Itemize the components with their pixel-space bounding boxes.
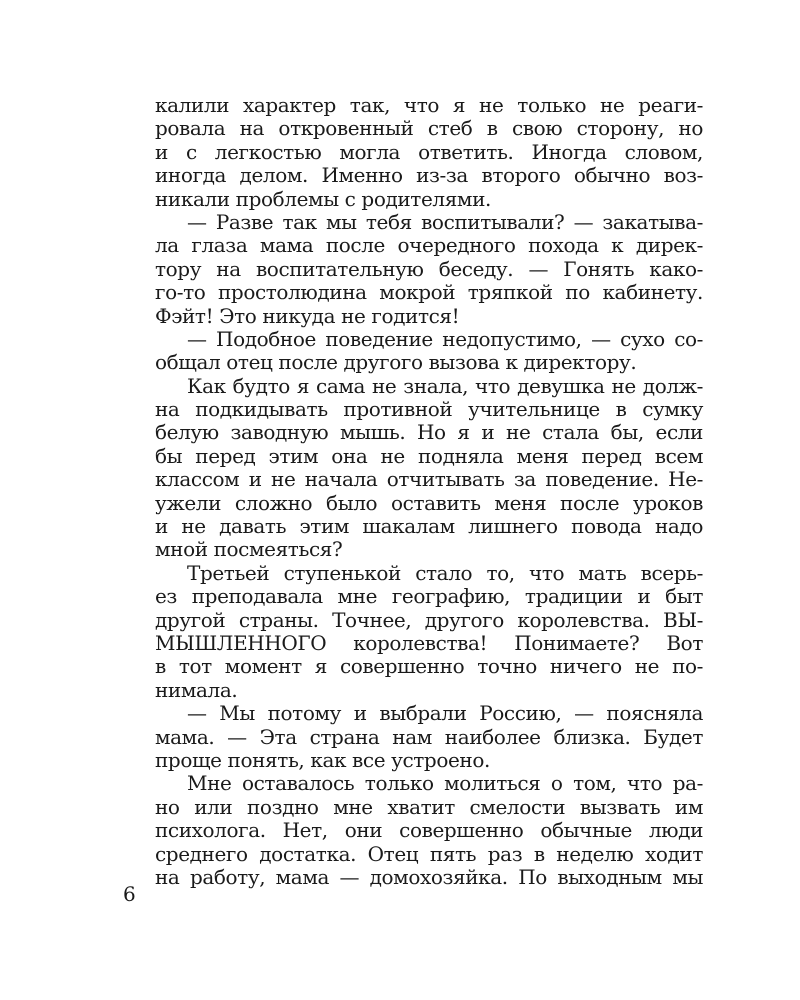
- text-line: общал отец после другого вызова к директору.: [155, 350, 637, 375]
- text-line: нимала.: [155, 677, 238, 702]
- text-line: среднего достатка. Отец пять раз в неделю ходит: [155, 841, 703, 866]
- text-line: ровала на откровенный стеб в свою сторону, но: [155, 116, 703, 141]
- text-line: Как будто я сама не знала, что девушка не долж-: [187, 373, 703, 398]
- text-line: на подкидывать противной учительнице в сумку: [155, 397, 703, 422]
- text-line: бы перед этим она не подняла меня перед всем: [155, 443, 703, 468]
- text-line: Фэйт! Это никуда не годится!: [155, 303, 460, 328]
- text-line: ез преподавала мне географию, традиции и быт: [155, 584, 703, 609]
- text-line: ужели сложно было оставить меня после уроков: [155, 490, 703, 515]
- text-line: — Мы потому и выбрали Россию, — поясняла: [187, 701, 703, 726]
- text-line: Третьей ступенькой стало то, что мать всерь-: [187, 560, 703, 585]
- text-line: калили характер так, что я не только не реаги-: [155, 93, 703, 117]
- text-line: — Подобное поведение недопустимо, — сухо со-: [187, 326, 703, 351]
- text-line: МЫШЛЕННОГО королевства! Понимаете? Вот: [155, 630, 703, 655]
- text-line: психолога. Нет, они совершенно обычные люди: [155, 818, 703, 843]
- text-line: иногда делом. Именно из-за второго обычно воз-: [155, 163, 703, 188]
- text-line: мама. — Эта страна нам наиболее близка. Будет: [155, 724, 703, 749]
- text-line: в тот момент я совершенно точно ничего не по-: [155, 654, 703, 679]
- text-line: проще понять, как все устроено.: [155, 747, 490, 772]
- text-line: — Разве так мы тебя воспитывали? — закатыва-: [187, 209, 703, 234]
- text-line: Мне оставалось только молиться о том, что ра-: [187, 771, 703, 796]
- text-line: и не давать этим шакалам лишнего повода надо: [155, 514, 703, 539]
- text-line: никали проблемы с родителями.: [155, 186, 491, 211]
- text-line: мной посмеяться?: [155, 537, 343, 562]
- text-line: но или поздно мне хватит смелости вызвать им: [155, 794, 703, 819]
- text-line: и с легкостью могла ответить. Иногда словом,: [155, 139, 703, 164]
- page-body-text: [155, 94, 703, 889]
- text-line: ла глаза мама после очередного похода к дирек-: [155, 233, 703, 258]
- text-line: на работу, мама — домохозяйка. По выходным мы: [155, 864, 703, 889]
- text-line: другой страны. Точнее, другого королевства. ВЫ-: [155, 607, 703, 632]
- text-line: го-то простолюдина мокрой тряпкой по кабинету.: [155, 280, 703, 305]
- text-line: классом и не начала отчитывать за поведение. Не-: [155, 467, 703, 492]
- text-line: тору на воспитательную беседу. — Гонять како-: [155, 256, 703, 281]
- page-number: 6: [123, 882, 136, 906]
- text-line: белую заводную мышь. Но я и не стала бы, если: [155, 420, 703, 445]
